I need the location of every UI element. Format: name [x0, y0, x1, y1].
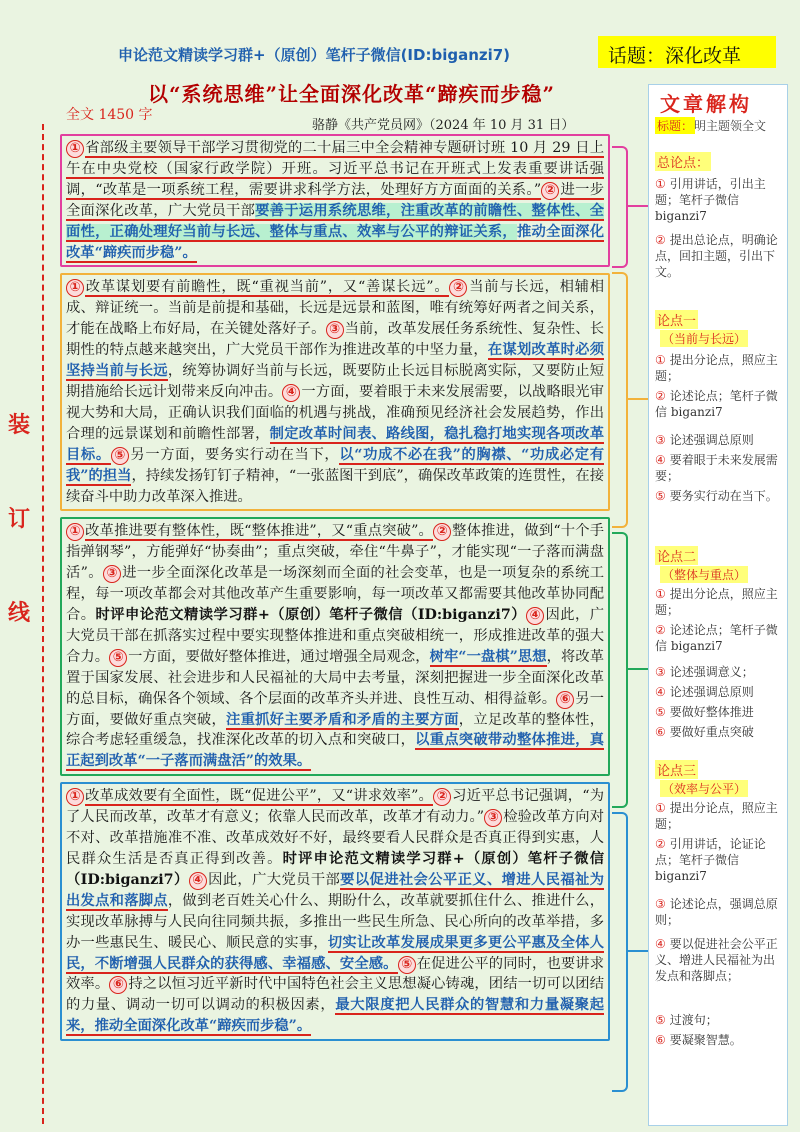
- structure-item: ⑥ 要凝聚智慧。: [655, 1033, 742, 1047]
- structure-item: ④ 要以促进社会公平正义、增进人民福祉为出发点和落脚点；: [655, 937, 778, 983]
- byline: 骆静《共产党员网》（2024 年 10 月 31 日）: [312, 118, 575, 133]
- section-sub-point-one: （当前与长远）: [662, 332, 747, 346]
- ad-text: 时评申论范文精读学习群+（原创）笔杆子微信（ID:biganzi7）: [66, 851, 604, 888]
- structure-item: ② 论述论点；笔杆子微信 biganzi7: [655, 389, 778, 419]
- structure-item: ② 提出总论点，明确论点，回扣主题，引出下文。: [655, 233, 778, 279]
- ad-text: 时评申论范文精读学习群+（原创）笔杆子微信（ID:biganzi7）: [95, 607, 526, 624]
- header: [0, 0, 800, 72]
- binding-char-1: 装: [8, 412, 31, 438]
- paragraph-three: ① 改革成效要有全面性，既“促进公平”，又“讲求效率”。 ② 习近平总书记强调，“为了人民而改革，改革才有意义；依靠人民而改革，改革才有动力。” ③ 检验改革方向对不对、改革措施准不准、改革成效好不好，最终要看人民群众是否真正得到实惠，人民群众生活是否真正得到改善。时评申论范文精读学习群+（原创）笔杆子微信（ID:biganzi7） ④ 因此，广大党员干部要以促进社会公平正义、增进人民福祉为出发点和落脚点，做到老百姓关心什么、期盼什么，改革就要抓住什么、推进什么，实现改革脉搏与人民向往同频共振，多推出一些民生所急、民心所向的改革举措，多办一些惠民生、暖民心、顺民意的实事，切实让改革发展成果更多更公平惠及全体人民，不断增强人民群众的获得感、幸福感、安全感。 ⑤ 在促进公平的同时，也要讲求效率。 ⑥ 持之以恒习近平新时代中国特色社会主义思想凝心铸魂，团结一切可以团结的力量、调动一切可以调动的积极因素，最大限度把人民群众的智慧和力量凝聚起来，推动全面深化改革“蹄疾而步稳”。: [60, 782, 610, 1041]
- point-one-brace: [612, 272, 628, 528]
- title-tag: 标题：: [657, 119, 694, 133]
- structure-title: 文章解构: [660, 92, 752, 116]
- structure-item: ⑤ 要务实行动在当下。: [655, 489, 778, 503]
- word-count: 全文 1450 字: [66, 107, 153, 123]
- article-body: [60, 134, 610, 1047]
- thesis-highlight: 要善于运用系统思维，注重改革的前瞻性、整体性、全面性，正确处理好当前与长远、整体与重点、效率与公平的辩证关系，: [66, 202, 605, 240]
- section-head-point-three: 论点三: [655, 760, 698, 779]
- point-three-brace: [612, 812, 628, 1092]
- title-tag-text: 明主题领全文: [694, 119, 767, 133]
- paragraph-two: ① 改革推进要有整体性，既“整体推进”，又“重点突破”。 ② 整体推进，做到“十个手指弹钢琴”，方能弹好“协奏曲”；重点突破，牵住“牛鼻子”，才能实现“一子落而满盘活”。 ③ 进一步全面深化改革是一场深刻而全面的社会变革，也是一项复杂的系统工程，每一项改革都会对其他改革产生重要影响，每一项改革又都需要其他改革协同配合。时评申论范文精读学习群+（原创）笔杆子微信（ID:biganzi7） ④ 因此，广大党员干部在抓落实过程中要实现整体推进和重点突破相统一，形成推进改革的强大合力。 ⑤ 一方面，要做好整体推进，通过增强全局观念，树牢“一盘棋”思想，将改革置于国家发展、社会进步和人民福祉的大局中去考量，深刻把握进一步全面深化改革的总目标，确保各个领域、各个层面的改革齐头并进、良性互动、相得益彰。 ⑥ 另一方面，要做好重点突破，注重抓好主要矛盾和矛盾的主要方面，立足改革的整体性，综合考虑轻重缓急，找准深化改革的切入点和突破口，以重点突破带动整体推进，真正起到改革“一子落而满盘活”的效果。: [60, 517, 610, 776]
- intro-paragraph: ① 省部级主要领导干部学习贯彻党的二十届三中全会精神专题研讨班 10 月 29 日上午在中央党校（国家行政学院）开班。习近平总书记在开班式上发表重要讲话强调，“改革是一项系统工程，需要讲求科学方法，处理好方方面面的关系。” ② 进一步全面深化改革，广大党员干部要善于运用系统思维，注重改革的前瞻性、整体性、全面性，正确处理好当前与长远、整体与重点、效率与公平的辩证关系，推动全面深化改革“蹄疾而步稳”。: [60, 134, 610, 267]
- paragraph-one: ① 改革谋划要有前瞻性，既“重视当前”，又“善谋长远”。 ② 当前与长远，相辅相成、辩证统一。当前是前提和基础，长远是远景和蓝图，唯有统筹好两者之间关系，才能在战略上布好局，在关键处落好子。 ③ 当前，改革发展任务系统性、复杂性、长期性的特点越来越突出，广大党员干部作为推进改革的中坚力量，在谋划改革时必须坚持当前与长远，统筹协调好当前与长远，既要防止长远目标脱离实际，又要防止短期措施给长远计划带来反向冲击。 ④ 一方面，要着眼于未来发展需要，以战略眼光审视大势和大局，正确认识我们面临的机遇与挑战，准确预见经济社会发展趋势，作出合理的远景谋划和前瞻性部署，制定改革时间表、路线图，稳扎稳打地实现各项改革目标。 ⑤ 另一方面，要务实行动在当下，以“功成不必在我”的胸襟、“功成必定有我”的担当，持续发扬钉钉子精神，“一张蓝图干到底”，确保改革政策的连贯性，在接续奋斗中助力改革深入推进。: [60, 273, 610, 511]
- binding-line: [42, 124, 44, 1124]
- sub-thesis-three: 改革成效要有全面性，既“促进公平”，又“讲求效率”。: [85, 788, 433, 805]
- structure-item: ① 引用讲话，引出主题；笔杆子微信 biganzi7: [655, 177, 766, 223]
- intro-brace: [612, 146, 628, 268]
- structure-item: ③ 论述论点，强调总原则；: [655, 897, 778, 927]
- sentence-number: ②: [541, 182, 559, 200]
- structure-item: ④ 论述强调总原则: [655, 685, 754, 699]
- structure-item: ④ 要着眼于未来发展需要；: [655, 453, 778, 483]
- structure-item: ③ 论述强调意义；: [655, 665, 754, 679]
- binding-char-2: 订: [8, 506, 31, 532]
- section-head-thesis: 总论点：: [655, 152, 711, 171]
- binding-char-3: 线: [8, 600, 31, 626]
- topic-label: 话题：深化改革: [608, 45, 742, 67]
- sentence-number: ①: [66, 140, 84, 158]
- sub-thesis-one: 改革谋划要有前瞻性，既“重视当前”，又“善谋长远”。: [85, 279, 450, 296]
- structure-item: ⑥ 要做好重点突破: [655, 725, 754, 739]
- structure-item: ① 提出分论点，照应主题；: [655, 353, 778, 383]
- structure-item: ⑤ 要做好整体推进: [655, 705, 754, 719]
- article-title: 以“系统思维”让全面深化改革“蹄疾而步稳”: [148, 82, 556, 106]
- structure-item: ⑤ 过渡句；: [655, 1013, 718, 1027]
- structure-item: ③ 论述强调总原则: [655, 433, 754, 447]
- group-banner: 申论范文精读学习群+（原创）笔杆子微信(ID:biganzi7): [118, 46, 511, 64]
- section-head-point-one: 论点一: [655, 310, 698, 329]
- structure-item: ① 提出分论点，照应主题；: [655, 587, 778, 617]
- structure-item: ② 引用讲话，论证论点；笔杆子微信 biganzi7: [655, 837, 766, 883]
- point-two-brace: [612, 532, 628, 808]
- sub-thesis-two: 改革推进要有整体性，既“整体推进”，又“重点突破”。: [85, 523, 433, 540]
- section-sub-point-two: （整体与重点）: [662, 568, 747, 582]
- section-sub-point-three: （效率与公平）: [662, 782, 747, 796]
- structure-item: ② 论述论点；笔杆子微信 biganzi7: [655, 623, 778, 653]
- section-head-point-two: 论点二: [655, 546, 698, 565]
- structure-item: ① 提出分论点，照应主题；: [655, 801, 778, 831]
